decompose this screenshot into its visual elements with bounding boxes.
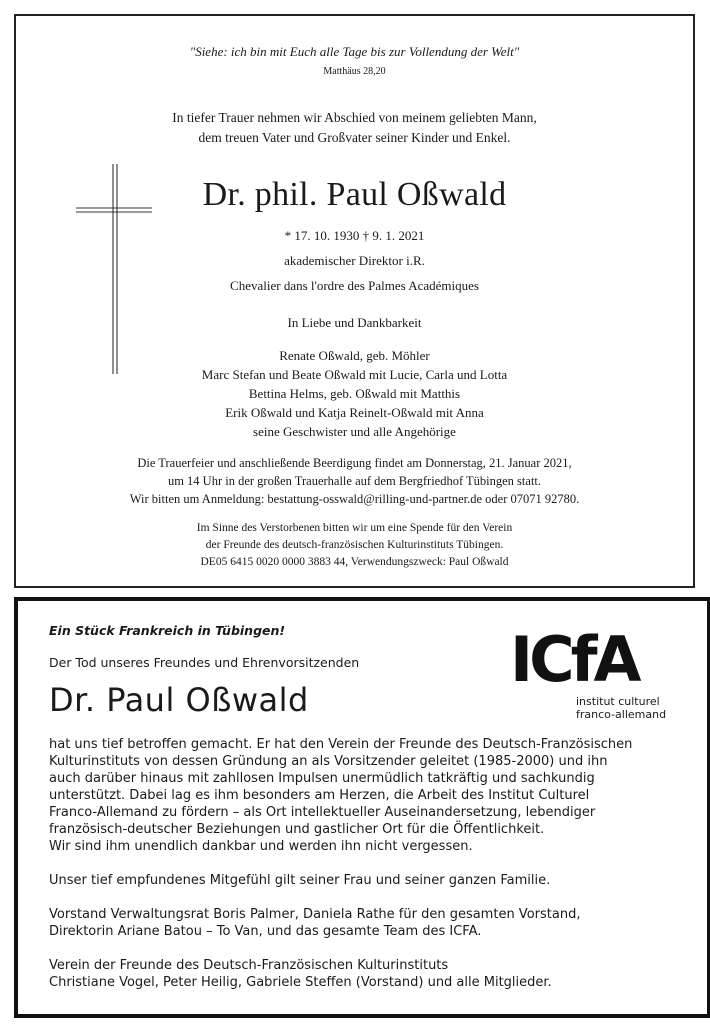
title-line-2: Chevalier dans l'ordre des Palmes Académiques — [230, 278, 479, 293]
life-dates: * 17. 10. 1930 † 9. 1. 2021 — [284, 228, 425, 243]
notice-headline: Ein Stück Frankreich in Tübingen! — [49, 623, 286, 638]
family-line-5: seine Geschwister und alle Angehörige — [253, 424, 456, 439]
board-line-2: Direktorin Ariane Batou – To Van, und das gesamte Team des ICFA. — [49, 924, 482, 939]
donation-line-1: Im Sinne des Verstorbenen bitten wir um eine Spende für den Verein — [196, 522, 513, 534]
ceremony-line-2: um 14 Uhr in der großen Trauerhalle auf dem Bergfriedhof Tübingen statt. — [167, 474, 542, 488]
obituary-family-notice — [14, 14, 695, 588]
deceased-name-2: Dr. Paul Oßwald — [49, 681, 309, 719]
donation-line-3: DE05 6415 0020 0000 3883 44, Verwendungszweck: Paul Oßwald — [200, 556, 509, 568]
body-line-7: Wir sind ihm unendlich dankbar und werden ihn nicht vergessen. — [49, 839, 473, 854]
family-line-4: Erik Oßwald und Katja Reinelt-Oßwald mit Anna — [225, 405, 484, 420]
family-line-3: Bettina Helms, geb. Oßwald mit Matthis — [248, 386, 461, 401]
body-line-1: hat uns tief betroffen gemacht. Er hat den Verein der Freunde des Deutsch-Französischen — [49, 737, 633, 752]
deceased-name: Dr. phil. Paul Oßwald — [202, 176, 507, 213]
logo-letters: ICfA — [510, 623, 638, 696]
association-line-2: Christiane Vogel, Peter Heilig, Gabriele Steffen (Vorstand) und alle Mitglieder. — [49, 975, 552, 990]
quote-reference: Matthäus 28,20 — [323, 66, 386, 77]
ceremony-line-3: Wir bitten um Anmeldung: bestattung-osswald@rilling-und-partner.de oder 07071 92780. — [129, 492, 580, 506]
lead-line: Der Tod unseres Freundes und Ehrenvorsitzenden — [49, 655, 360, 670]
obituary-association-notice — [14, 597, 710, 1018]
body-line-3: auch darüber hinaus mit zahllosen Impulsen unermüdlich tatkräftig und sachkundig — [49, 771, 595, 786]
bible-quote: "Siehe: ich bin mit Euch alle Tage bis zur Vollendung der Welt" — [189, 44, 520, 59]
board-line-1: Vorstand Verwaltungsrat Boris Palmer, Daniela Rathe für den gesamten Vorstand, — [49, 907, 581, 922]
intro-line-1: In tiefer Trauer nehmen wir Abschied von meinem geliebten Mann, — [172, 110, 537, 125]
sympathy-line: Unser tief empfundenes Mitgefühl gilt seiner Frau und seiner ganzen Familie. — [49, 873, 551, 888]
intro-line-2: dem treuen Vater und Großvater seiner Kinder und Enkel. — [198, 130, 511, 145]
family-line-1: Renate Oßwald, geb. Möhler — [279, 348, 430, 363]
title-line-1: akademischer Direktor i.R. — [284, 253, 425, 268]
gratitude-line: In Liebe und Dankbarkeit — [287, 315, 422, 330]
donation-line-2: der Freunde des deutsch-französischen Kulturinstituts Tübingen. — [205, 539, 504, 551]
body-line-4: unterstützt. Dabei lag es ihm besonders am Herzen, die Arbeit des Institut Culturel — [49, 788, 590, 803]
logo-subtitle-1: institut culturel — [576, 695, 660, 708]
association-line-1: Verein der Freunde des Deutsch-Französischen Kulturinstituts — [49, 958, 449, 973]
body-line-5: Franco-Allemand zu fördern – als Ort intellektueller Auseinandersetzung, lebendiger — [49, 805, 596, 820]
body-line-6: französisch-deutscher Beziehungen und gastlicher Ort für die Öffentlichkeit. — [49, 822, 545, 837]
ceremony-line-1: Die Trauerfeier und anschließende Beerdigung findet am Donnerstag, 21. Januar 2021, — [137, 456, 572, 470]
logo-subtitle-2: franco-allemand — [576, 708, 667, 721]
body-line-2: Kulturinstituts von dessen Gründung an als Vorsitzender geleitet (1985-2000) und ihn — [49, 754, 608, 769]
family-line-2: Marc Stefan und Beate Oßwald mit Lucie, Carla und Lotta — [201, 367, 508, 382]
